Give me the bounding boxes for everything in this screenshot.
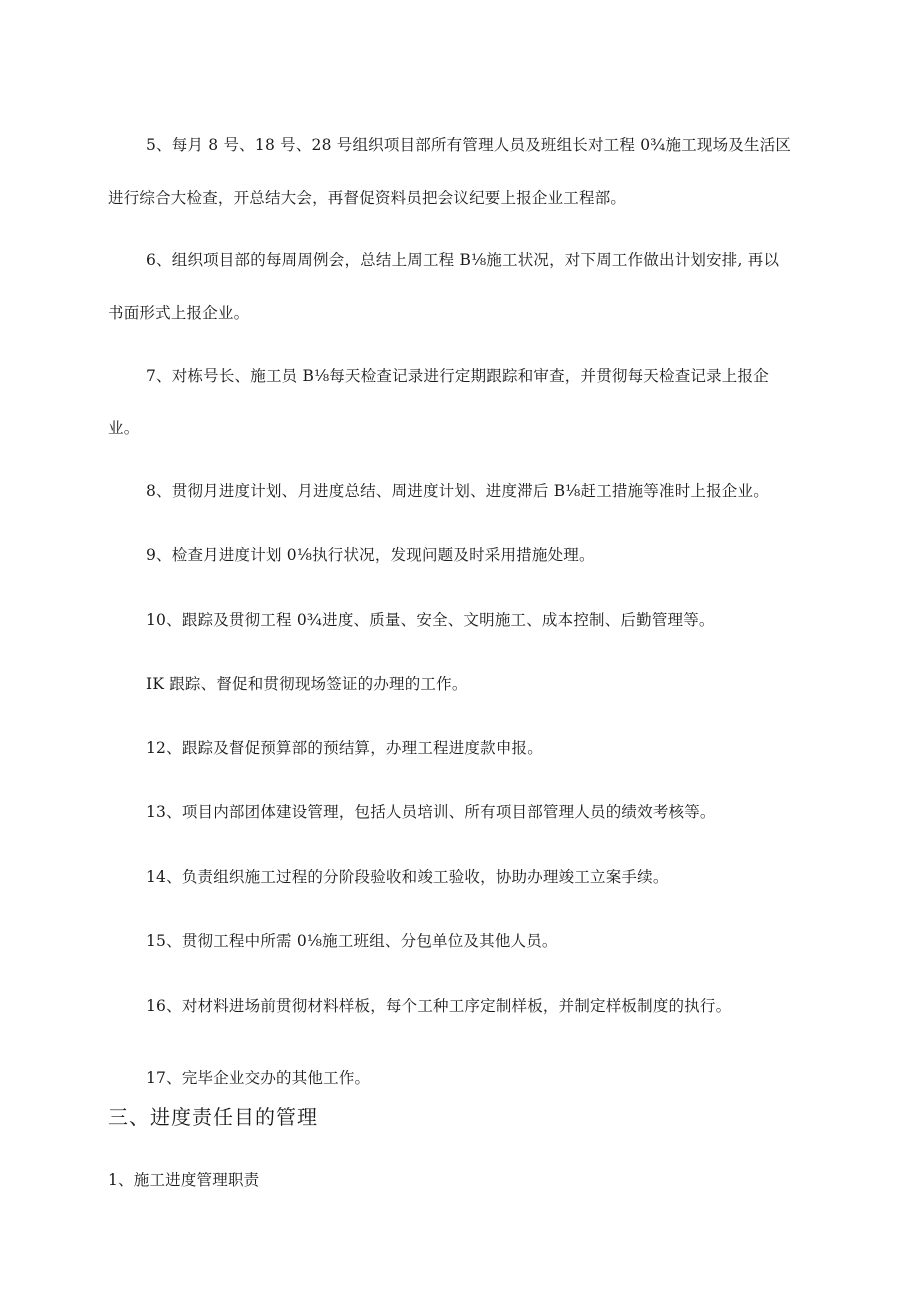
item-7-line-2: 业。 bbox=[108, 419, 140, 437]
item-17: 17、完毕企业交办的其他工作。 bbox=[146, 1069, 371, 1087]
item-5-line-1: 5、每月 8 号、18 号、28 号组织项目部所有管理人员及班组长对工程 0¾施工现场及生活区 bbox=[146, 136, 792, 154]
item-14: 14、负责组织施工过程的分阶段验收和竣工验收，协助办理竣工立案手续。 bbox=[146, 868, 669, 886]
item-15: 15、贯彻工程中所需 0⅛施工班组、分包单位及其他人员。 bbox=[146, 932, 558, 950]
item-11: IK 跟踪、督促和贯彻现场签证的办理的工作。 bbox=[146, 675, 468, 693]
item-9: 9、检查月进度计划 0⅛执行状况，发现问题及时采用措施处理。 bbox=[146, 546, 595, 564]
section-heading: 三、进度责任目的管理 bbox=[108, 1105, 318, 1129]
item-13: 13、项目内部团体建设管理，包括人员培训、所有项目部管理人员的绩效考核等。 bbox=[146, 803, 716, 821]
item-6-line-1: 6、组织项目部的每周周例会，总结上周工程 B⅛施工状况，对下周工作做出计划安排, 再以 bbox=[146, 251, 780, 269]
item-12: 12、跟踪及督促预算部的预结算，办理工程进度款申报。 bbox=[146, 739, 543, 757]
item-16: 16、对材料进场前贯彻材料样板，每个工种工序定制样板，并制定样板制度的执行。 bbox=[146, 997, 732, 1015]
item-5-line-2: 进行综合大检查，开总结大会，再督促资料员把会议纪要上报企业工程部。 bbox=[108, 189, 627, 207]
item-8: 8、贯彻月进度计划、月进度总结、周进度计划、进度滞后 B⅛赶工措施等准时上报企业。 bbox=[146, 482, 769, 500]
item-10: 10、跟踪及贯彻工程 0¾进度、质量、安全、文明施工、成本控制、后勤管理等。 bbox=[146, 611, 715, 629]
subheading: 1、施工进度管理职责 bbox=[108, 1171, 260, 1189]
item-6-line-2: 书面形式上报企业。 bbox=[108, 304, 250, 322]
item-7-line-1: 7、对栋号长、施工员 B⅛每天检查记录进行定期跟踪和审查，并贯彻每天检查记录上报企 bbox=[146, 367, 769, 385]
